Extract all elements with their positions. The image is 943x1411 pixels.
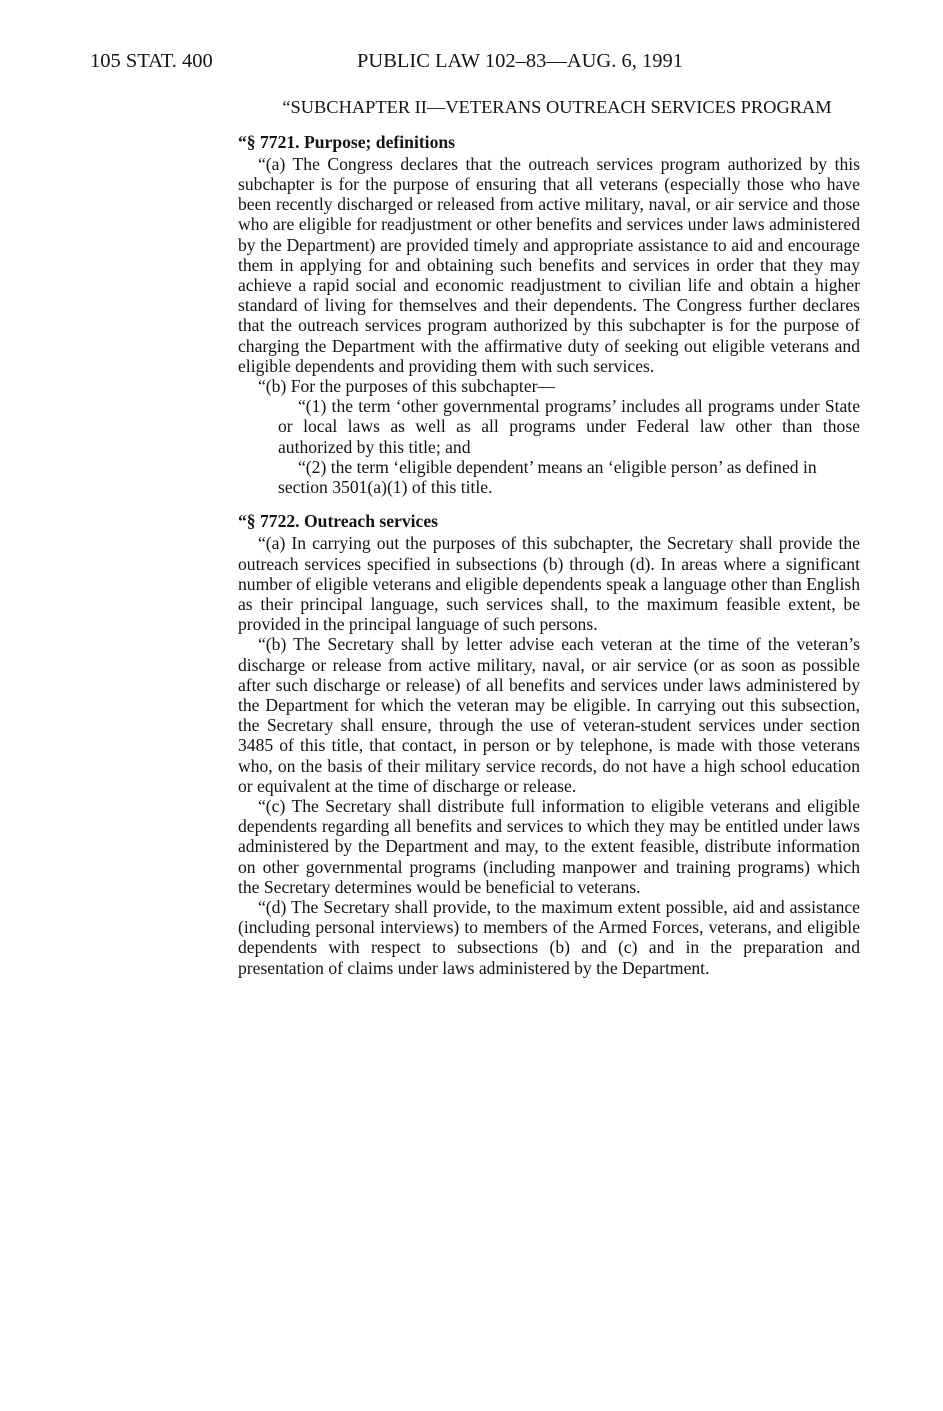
page-header [90,50,870,80]
section-7722-subsection-a: “(a) In carrying out the purposes of this subchapter, the Secretary shall provide the outreach services specified in subsections (b) through (d). In areas where a significant number of eligible veterans and eligible dependents speak a language other than English as their principal language, such services shall, to the maximum feasible extent, be provided in the principal language of such persons. [238,533,860,635]
section-7722-subsection-d: “(d) The Secretary shall provide, to the maximum extent possible, aid and assistance (including personal interviews) to members of the Armed Forces, veterans, and eligible dependents with respect to subsections (b) and (c) and in the preparation and presentation of claims under laws administered by the Department. [238,897,860,978]
section-7722-subsection-c: “(c) The Secretary shall distribute full information to eligible veterans and eligible dependents regarding all benefits and services to which they may be entitled under laws administered by the Department and may, to the extent feasible, distribute information on other governmental programs (including manpower and training programs) which the Secretary determines would be beneficial to veterans. [238,796,860,897]
section-7721-paragraph-2: “(2) the term ‘eligible dependent’ means an ‘eligible person’ as defined in section 3501(a)(1) of this title. [278,456,817,497]
section-7722-subsection-b: “(b) The Secretary shall by letter advise each veteran at the time of the veteran’s discharge or release from active military, naval, or air service (or as soon as possible after such discharge or release) of all benefits and services under laws administered by the Department for which the veteran may be eligible. In carrying out this subsection, the Secretary shall ensure, through the use of veteran-student services under section 3485 of this title, that contact, in person or by telephone, is made with those veterans who, on the basis of their military service records, do not have a high school education or equivalent at the time of discharge or release. [238,634,860,796]
section-7721-heading: “§ 7721. Purpose; definitions [238,131,456,152]
subchapter-title: “SUBCHAPTER II—VETERANS OUTREACH SERVICES PROGRAM [282,97,832,117]
document-body [238,97,860,978]
section-7721-subsection-a: “(a) The Congress declares that the outreach services program authorized by this subchapter is for the purpose of ensuring that all veterans (especially those who have been recently discharged or released from active military, naval, or air service and those who are eligible for readjustment or other benefits and services under laws administered by the Department) are provided timely and appropriate assistance to aid and encourage them in applying for and obtaining such benefits and services in order that they may achieve a rapid social and economic readjustment to civilian life and obtain a higher standard of living for themselves and their dependents. The Congress further declares that the outreach services program authorized by this subchapter is for the purpose of charging the Department with the affirmative duty of seeking out eligible veterans and eligible dependents and providing them with such services. [238,153,860,376]
section-7721-subsection-b: “(b) For the purposes of this subchapter— [258,375,556,396]
section-7721-paragraph-1: “(1) the term ‘other governmental programs’ includes all programs under State or local laws as well as all programs under Federal law other than those authorized by this title; and [278,396,860,457]
section-7722-heading: “§ 7722. Outreach services [238,511,439,532]
law-reference: PUBLIC LAW 102–83—AUG. 6, 1991 [357,50,683,72]
stat-reference: 105 STAT. 400 [90,50,213,72]
